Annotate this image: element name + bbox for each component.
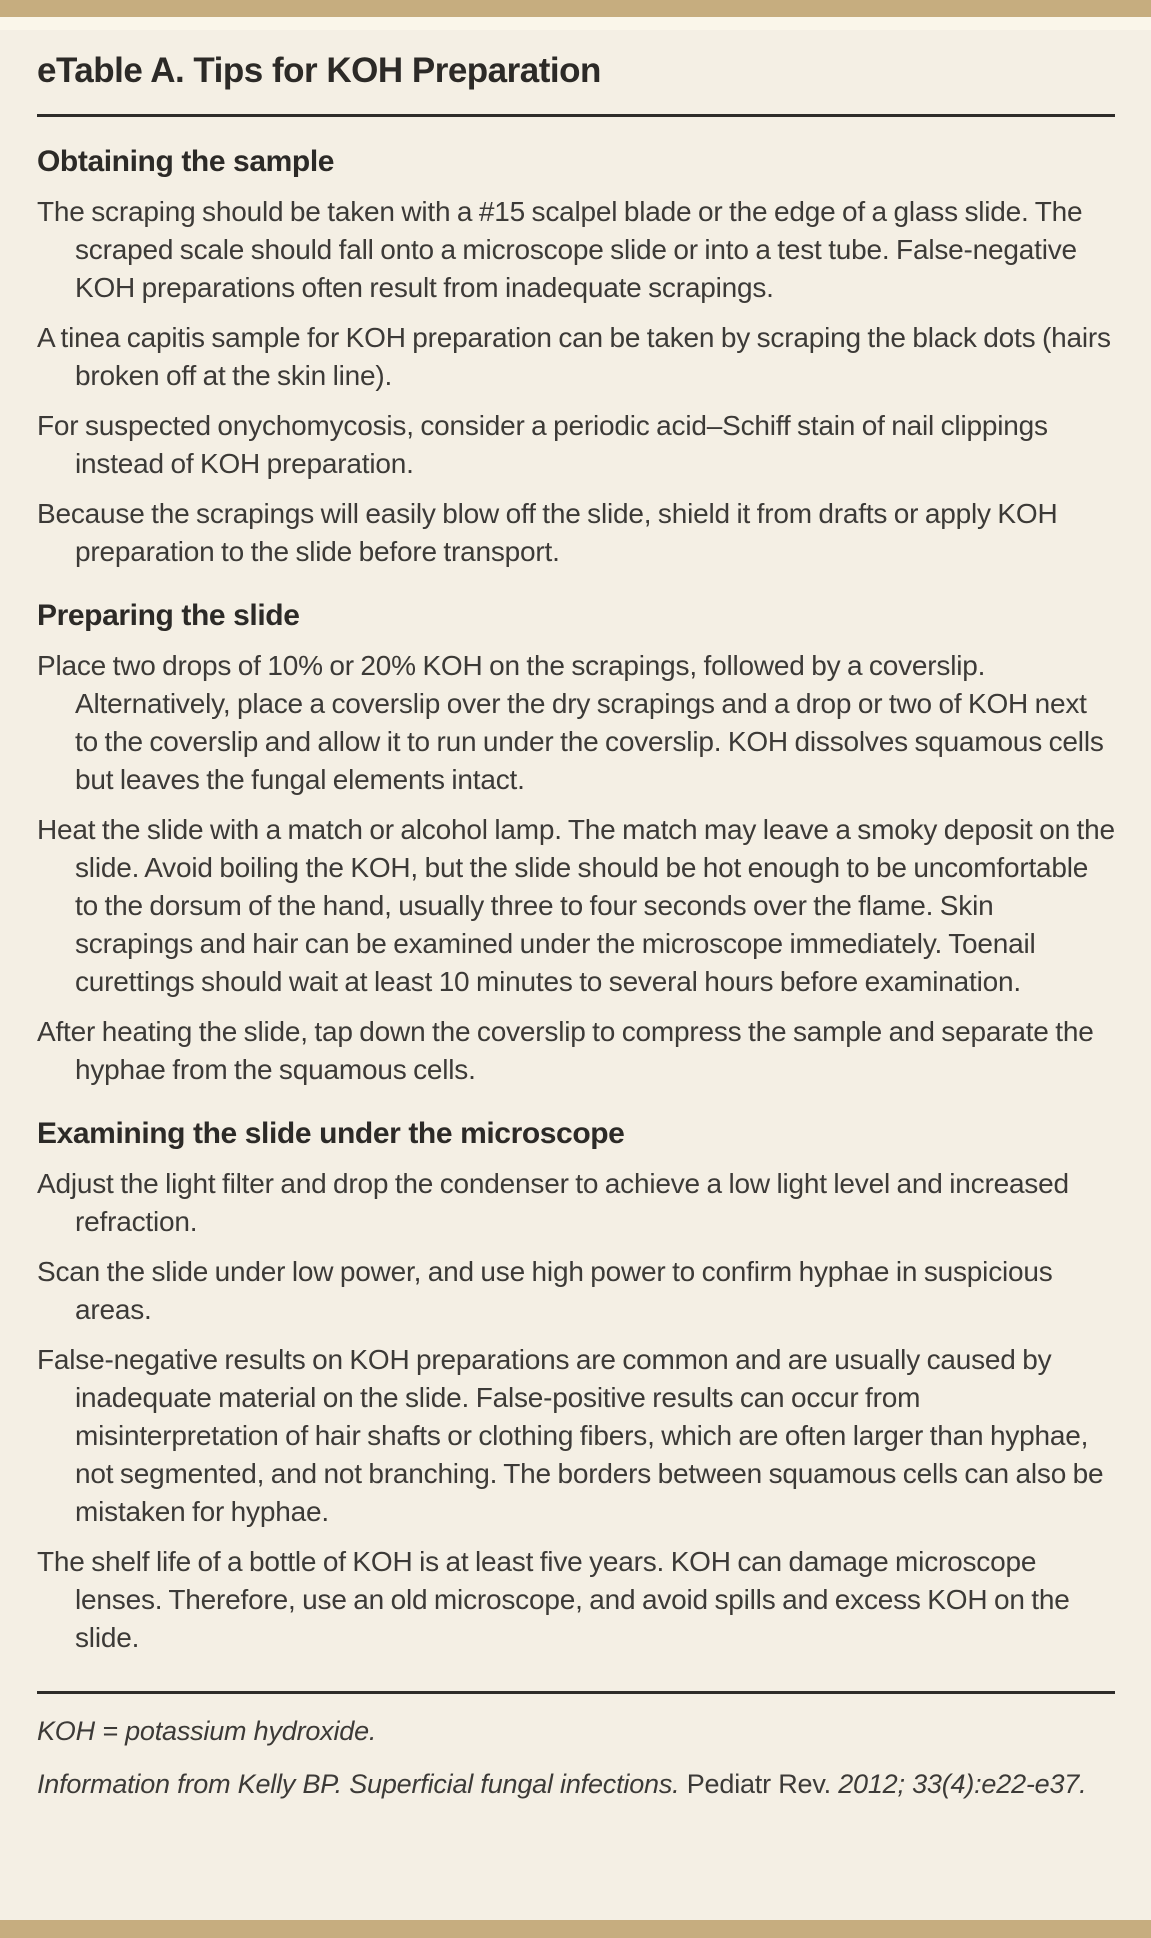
paragraph: False-negative results on KOH preparations are common and are usually caused by inadequate material on the slide. False-positive results can occur from misinterpretation of hair shafts or clothing fibers, which are often larger than hyphae, not segmented, and not branching. The borders between squamous cells can also be mistaken for hyphae. [37, 1344, 1104, 1527]
paragraph: The shelf life of a bottle of KOH is at least five years. KOH can damage microscope lenses. Therefore, use an old microscope, and avoid spills and excess KOH on the slide. [37, 1546, 1070, 1653]
section-heading: Obtaining the sample [37, 145, 335, 178]
paragraph: Adjust the light filter and drop the condenser to achieve a low light level and increased refraction. [37, 1168, 1069, 1237]
footnote-abbreviation: KOH = potassium hydroxide. [37, 1716, 377, 1746]
paragraph: Heat the slide with a match or alcohol lamp. The match may leave a smoky deposit on the slide. Avoid boiling the KOH, but the slide should be hot enough to be uncomfortable to the dorsum of the hand, usually three to four seconds over the flame. Skin scrapings and hair can be examined under the microscope immediately. Toenail curettings should wait at least 10 minutes to several hours before examination. [37, 814, 1115, 997]
section-obtaining-the-sample [37, 143, 1115, 571]
section-heading: Preparing the slide [37, 599, 300, 632]
paragraph: Because the scrapings will easily blow off the slide, shield it from drafts or apply KOH preparation to the slide before transport. [37, 498, 1058, 567]
section-preparing-the-slide [37, 597, 1115, 1089]
paragraph: Scan the slide under low power, and use high power to confirm hyphae in suspicious areas. [37, 1256, 1053, 1325]
bottom-border-bar [0, 1920, 1151, 1938]
footnote-source-issue: 2012; 33(4):e22-e37. [838, 1769, 1087, 1799]
paragraph: A tinea capitis sample for KOH preparation can be taken by scraping the black dots (hairs broken off at the skin line). [37, 322, 1111, 391]
paragraph: For suspected onychomycosis, consider a periodic acid–Schiff stain of nail clippings instead of KOH preparation. [37, 410, 1048, 479]
title-rule [37, 114, 1115, 117]
paragraph: Place two drops of 10% or 20% KOH on the scrapings, followed by a coverslip. Alternatively, place a coverslip over the dry scrapings and a drop or two of KOH next to the coverslip and allow it to run under the coverslip. KOH dissolves squamous cells but leaves the fungal elements intact. [37, 650, 1104, 795]
table-title: eTable A. Tips for KOH Preparation [37, 51, 601, 90]
footnote-source-citation: Information from Kelly BP. Superficial fungal infections. [37, 1769, 680, 1799]
footer-rule [37, 1691, 1115, 1694]
section-examining-the-slide [37, 1115, 1115, 1657]
footnote-source [37, 1765, 1115, 1804]
paragraph: After heating the slide, tap down the coverslip to compress the sample and separate the hyphae from the squamous cells. [37, 1016, 1094, 1085]
paragraph: The scraping should be taken with a #15 scalpel blade or the edge of a glass slide. The scraped scale should fall onto a microscope slide or into a test tube. False-negative KOH preparations often result from inadequate scrapings. [37, 196, 1083, 303]
section-heading: Examining the slide under the microscope [37, 1117, 625, 1150]
footnote-source-journal: Pediatr Rev. [686, 1769, 831, 1799]
